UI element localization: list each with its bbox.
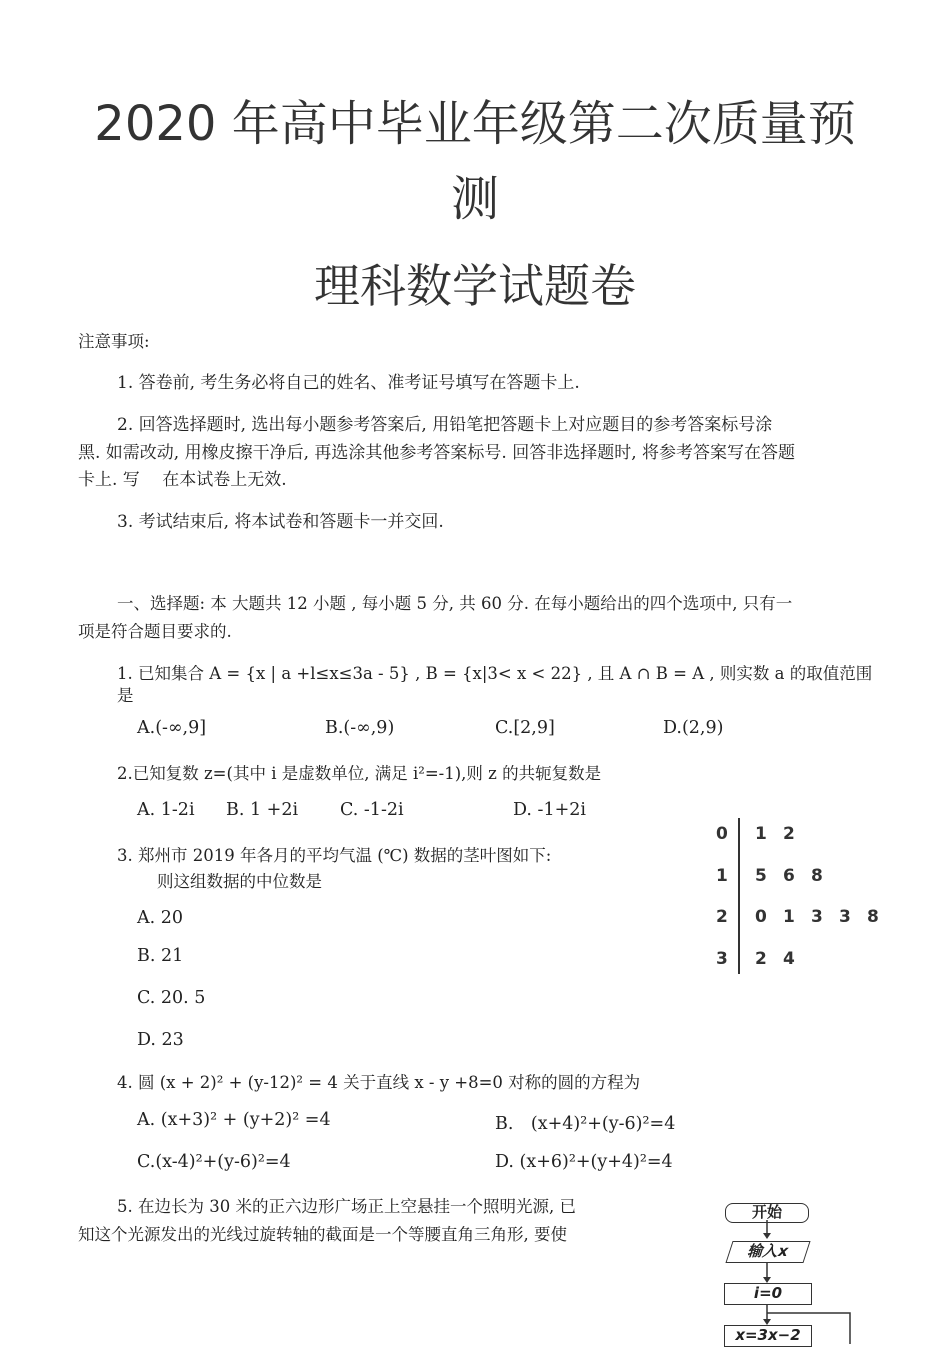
q2-option-a: A. 1-2i <box>137 800 195 820</box>
page-subtitle: 理科数学试题卷 <box>314 259 636 313</box>
leaf-0-1: 1 <box>755 824 767 844</box>
q3-option-a: A. 20 <box>137 908 184 928</box>
leaf-3-2: 4 <box>783 949 795 969</box>
leaf-0-2: 2 <box>783 824 795 844</box>
leaf-2-1: 0 <box>755 907 767 927</box>
section1-intro-line2: 项是符合题目要求的. <box>78 622 232 641</box>
flowchart-input: 输入x <box>725 1241 810 1263</box>
leaf-2-2: 1 <box>783 907 795 927</box>
q3-option-d: D. 23 <box>137 1030 184 1050</box>
notice-item-2-line1: 2. 回答选择题时, 选出每小题参考答案后, 用铅笔把答题卡上对应题目的参考答案标号涂 <box>117 415 773 435</box>
q1-option-a: A.(-∞,9] <box>137 718 207 738</box>
stem-leaf-plot <box>710 818 890 978</box>
q3-option-b: B. 21 <box>137 946 184 966</box>
notice-item-1: 1. 答卷前, 考生务必将自己的姓名、准考证号填写在答题卡上. <box>117 373 580 393</box>
q5-stem-line2: 知这个光源发出的光线过旋转轴的截面是一个等腰直角三角形, 要使 <box>78 1225 567 1244</box>
q2-option-d: D. -1+2i <box>513 800 586 820</box>
q1-stem-line2: 是 <box>117 686 134 705</box>
leaf-1-3: 8 <box>811 866 823 886</box>
flowchart-start: 开始 <box>725 1203 809 1223</box>
leaf-2-5: 8 <box>867 907 879 927</box>
section1-intro-line1: 一、选择题: 本 大题共 12 小题 , 每小题 5 分, 共 60 分. 在每小题给出的四个选项中, 只有一 <box>117 594 793 613</box>
flowchart-init: i=0 <box>724 1283 812 1305</box>
q4-option-d: D. (x+6)²+(y+4)²=4 <box>495 1152 673 1172</box>
q1-option-c: C.[2,9] <box>495 718 555 738</box>
leaf-2-4: 3 <box>839 907 851 927</box>
stem-1: 1 <box>716 866 728 886</box>
q4-option-c: C.(x-4)²+(y-6)²=4 <box>137 1152 291 1172</box>
notice-heading: 注意事项: <box>78 332 150 351</box>
q3-stem-line2: 则这组数据的中位数是 <box>157 872 322 891</box>
q1-stem-line1: 1. 已知集合 A = {x | a +l≤x≤3a - 5} , B = {x|3< x < 22} , 且 A ∩ B = A , 则实数 a 的取值范围 <box>117 664 873 683</box>
q2-stem: 2.已知复数 z=(其中 i 是虚数单位, 满足 i²=-1),则 z 的共轭复数是 <box>117 764 602 783</box>
q4-stem: 4. 圆 (x + 2)² + (y-12)² = 4 关于直线 x - y +8=0 对称的圆的方程为 <box>117 1073 641 1092</box>
leaf-3-1: 2 <box>755 949 767 969</box>
stem-3: 3 <box>716 949 728 969</box>
q5-stem-line1: 5. 在边长为 30 米的正六边形广场正上空悬挂一个照明光源, 已 <box>117 1197 576 1216</box>
leaf-1-2: 6 <box>783 866 795 886</box>
leaf-1-1: 5 <box>755 866 767 886</box>
stem-2: 2 <box>716 907 728 927</box>
stem-leaf-divider <box>738 818 740 974</box>
page-title-line1: 2020 年高中毕业年级第二次质量预 <box>94 96 856 152</box>
notice-item-2-line2: 黑. 如需改动, 用橡皮擦干净后, 再选涂其他参考答案标号. 回答非选择题时, 将参考答案写在答题 <box>78 443 796 463</box>
q1-option-d: D.(2,9) <box>663 718 724 738</box>
stem-0: 0 <box>716 824 728 844</box>
q4-option-b: B. (x+4)²+(y-6)²=4 <box>495 1114 676 1134</box>
q3-stem-line1: 3. 郑州市 2019 年各月的平均气温 (℃) 数据的茎叶图如下: <box>117 846 552 865</box>
q1-option-b: B.(-∞,9) <box>325 718 395 738</box>
q4-option-a: A. (x+3)² + (y+2)² =4 <box>137 1110 331 1130</box>
flowchart-update: x=3x−2 <box>724 1325 812 1347</box>
q2-option-c: C. -1-2i <box>340 800 404 820</box>
flowchart <box>715 1195 855 1344</box>
notice-item-2-line3: 卡上. 写 在本试卷上无效. <box>78 470 287 490</box>
page-title-line2: 测 <box>450 171 499 227</box>
leaf-2-3: 3 <box>811 907 823 927</box>
q3-option-c: C. 20. 5 <box>137 988 206 1008</box>
q2-option-b: B. 1 +2i <box>226 800 299 820</box>
notice-item-3: 3. 考试结束后, 将本试卷和答题卡一并交回. <box>117 512 444 532</box>
